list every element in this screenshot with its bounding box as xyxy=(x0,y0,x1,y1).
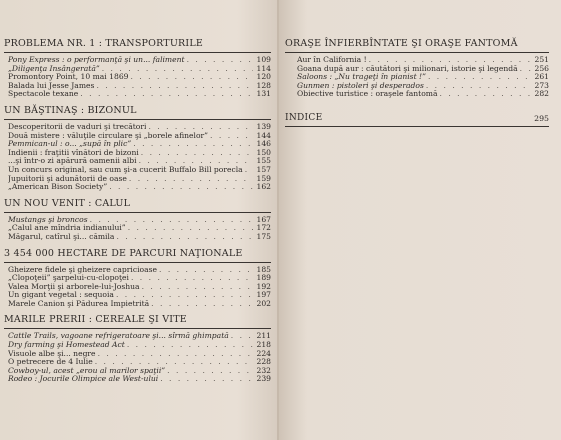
entry-page: 162 xyxy=(256,182,271,192)
entry-text: Pemmican-ul : o... „supă în plic” xyxy=(8,140,132,149)
leader-dots xyxy=(80,90,253,99)
entry-page: 228 xyxy=(256,357,271,367)
toc-section xyxy=(4,38,271,99)
entry-page: 202 xyxy=(256,298,271,308)
entry-page: 256 xyxy=(534,63,549,73)
toc-entry xyxy=(8,123,271,132)
toc-entry xyxy=(8,350,271,359)
toc-section xyxy=(4,248,271,309)
entry-text: Marele Canion şi Pădurea Împietrită xyxy=(8,299,150,308)
left-page xyxy=(0,0,279,440)
entry-text: Saloons : „Nu trageţi în pianist !” xyxy=(297,73,426,82)
entry-page: 239 xyxy=(256,374,271,384)
leader-dots xyxy=(245,166,253,175)
entry-page: 150 xyxy=(256,147,271,157)
leader-dots xyxy=(426,82,531,91)
entry-text: O petrecere de 4 Iulie xyxy=(8,358,93,367)
leader-dots xyxy=(141,149,253,158)
entry-text: ...şi într-o zi apărură oamenii albi xyxy=(8,157,137,166)
entry-page: 172 xyxy=(256,223,271,233)
index-page: 295 xyxy=(534,113,549,123)
toc-entry xyxy=(8,341,271,350)
toc-entry xyxy=(8,375,271,384)
leader-dots xyxy=(160,375,253,384)
entry-text: Pony Express : o performanţă şi un... faliment xyxy=(8,56,185,64)
toc-entry xyxy=(8,224,271,233)
toc-entry xyxy=(8,291,271,300)
leader-dots xyxy=(440,90,532,99)
entry-text: Obiective turistice : oraşele fantomă xyxy=(297,90,438,99)
toc-entry xyxy=(8,157,271,166)
leader-dots xyxy=(142,283,253,292)
entry-text: „American Bison Society” xyxy=(8,183,108,192)
section-title: PROBLEMA NR. 1 : TRANSPORTURILE xyxy=(4,38,203,49)
leader-dots xyxy=(133,140,253,149)
entry-text: Indienii : fraţitii vînători de bizoni xyxy=(8,148,139,157)
leader-dots xyxy=(231,332,253,341)
entry-text: Gheizere fidele şi gheizere capricioase xyxy=(8,265,157,274)
entry-text: „Clopoţeii” şarpelui-cu-clopoţei xyxy=(8,274,129,283)
leader-dots xyxy=(148,123,253,132)
entry-text: Mustangs şi broncos xyxy=(8,215,88,224)
entry-text: Un concurs original, sau cum şi-a cucerit Buffalo Bill porecla xyxy=(8,165,243,174)
entry-page: 139 xyxy=(256,121,271,131)
leader-dots xyxy=(102,65,253,74)
toc-section xyxy=(4,105,271,192)
entry-page: 128 xyxy=(256,80,271,90)
entry-text: Două mistere : văluţile circulare şi „borele afinelor” xyxy=(8,131,209,140)
entry-text: Rodeo : Jocurile Olimpice ale West-ului xyxy=(8,375,159,384)
leader-dots xyxy=(369,56,531,65)
section-rule xyxy=(4,262,271,263)
entry-text: Jupuitorii şi adunătorii de oase xyxy=(8,174,127,183)
index-entry xyxy=(285,113,549,124)
entry-text: Promontory Point, 10 mai 1869 xyxy=(8,73,129,82)
entry-page: 120 xyxy=(256,72,271,82)
leader-dots xyxy=(109,183,253,192)
toc-entry xyxy=(8,300,271,309)
leader-dots xyxy=(159,266,253,275)
leader-dots xyxy=(428,73,531,82)
entry-page: 175 xyxy=(256,231,271,241)
leader-dots xyxy=(96,82,253,91)
entry-text: „Calul ane mîndria indianului” xyxy=(8,224,126,233)
toc-entry xyxy=(8,332,271,341)
toc-section xyxy=(285,38,549,99)
entry-text: Visuole albe şi... negre xyxy=(8,349,96,358)
leader-dots xyxy=(131,274,253,283)
left-toc xyxy=(4,38,271,390)
toc-section xyxy=(4,314,271,384)
toc-entry xyxy=(297,82,549,91)
entry-text: Un gigant vegetal : sequoia xyxy=(8,291,114,300)
toc-section xyxy=(4,198,271,242)
index-label: INDICE xyxy=(285,112,323,123)
toc-entry xyxy=(8,140,271,149)
toc-entry xyxy=(8,65,271,74)
toc-entry xyxy=(8,73,271,82)
leader-dots xyxy=(520,65,531,74)
toc-entry xyxy=(8,132,271,141)
toc-entry xyxy=(297,90,549,99)
section-rule xyxy=(4,212,271,213)
section-rule xyxy=(4,328,271,329)
entry-page: 157 xyxy=(256,164,271,174)
section-rule xyxy=(4,52,271,53)
toc-entry xyxy=(297,56,549,65)
leader-dots xyxy=(139,157,253,166)
section-rule xyxy=(4,119,271,120)
entry-text: Cattle Trails, vagoane refrigeratoare şi... sîrmă ghimpată xyxy=(8,332,229,341)
right-page xyxy=(279,0,561,440)
toc-entry xyxy=(8,358,271,367)
leader-dots xyxy=(128,224,253,233)
toc-entry xyxy=(8,166,271,175)
toc-entry xyxy=(297,65,549,74)
entry-page: 192 xyxy=(256,281,271,291)
leader-dots xyxy=(90,216,253,225)
toc-entry xyxy=(8,90,271,99)
toc-entry xyxy=(8,216,271,225)
leader-dots xyxy=(127,341,253,350)
entry-page: 189 xyxy=(256,273,271,283)
entry-page: 282 xyxy=(534,89,549,99)
toc-entry xyxy=(8,283,271,292)
entry-page: 114 xyxy=(256,63,271,73)
leader-dots xyxy=(130,73,253,82)
leader-dots xyxy=(151,300,253,309)
right-toc xyxy=(285,38,549,127)
toc-entry xyxy=(8,233,271,242)
leader-dots xyxy=(210,132,253,141)
toc-entry xyxy=(8,266,271,275)
entry-page: 144 xyxy=(256,130,271,140)
entry-page: 197 xyxy=(256,290,271,300)
entry-text: „Diligenţa Insângerată” xyxy=(8,64,100,73)
toc-entry xyxy=(8,367,271,376)
entry-text: Măgarul, catîrul şi... cămila xyxy=(8,232,115,241)
entry-text: Descoperitorii de vaduri şi trecători xyxy=(8,122,147,131)
section-title: ORAŞE ÎNFIERBÎNTATE ŞI ORAŞE FANTOMĂ xyxy=(285,38,518,49)
toc-entry xyxy=(8,274,271,283)
leader-dots xyxy=(187,56,253,65)
toc-entry xyxy=(8,82,271,91)
toc-entry xyxy=(8,175,271,184)
entry-page: 185 xyxy=(256,264,271,274)
entry-text: Spectacole texane xyxy=(8,90,79,99)
entry-page: 232 xyxy=(256,365,271,375)
entry-text: Balada lui Jesse James xyxy=(8,81,95,90)
entry-page: 131 xyxy=(256,89,271,99)
entry-text: Cowboy-ul, acest „erou al marilor spaţii” xyxy=(8,366,166,375)
leader-dots xyxy=(116,291,253,300)
entry-text: Goana după aur : căutători şi milionari, istorie şi legendă xyxy=(297,64,518,73)
entry-text: Dry farming şi Homestead Act xyxy=(8,341,125,350)
entry-text: Valea Morţii şi arborele-lui-Joshua xyxy=(8,282,140,291)
leader-dots xyxy=(116,233,253,242)
section-title: 3 454 000 HECTARE DE PARCURI NAŢIONALE xyxy=(4,247,243,259)
entry-page: 146 xyxy=(256,139,271,149)
entry-page: 211 xyxy=(256,331,271,341)
toc-entry xyxy=(8,149,271,158)
entry-page: 109 xyxy=(256,55,271,64)
entry-page: 167 xyxy=(256,214,271,224)
entry-page: 159 xyxy=(256,173,271,183)
leader-dots xyxy=(129,175,253,184)
entry-page: 155 xyxy=(256,156,271,166)
entry-page: 251 xyxy=(534,55,549,64)
leader-dots xyxy=(98,350,253,359)
leader-dots xyxy=(167,367,253,376)
index-rule xyxy=(285,126,549,127)
section-title: UN NOU VENIT : CALUL xyxy=(4,197,131,209)
entry-page: 261 xyxy=(534,72,549,82)
toc-entry xyxy=(8,183,271,192)
entry-page: 224 xyxy=(256,348,271,358)
leader-dots xyxy=(95,358,253,367)
entry-page: 218 xyxy=(256,340,271,350)
entry-page: 273 xyxy=(534,80,549,90)
toc-entry xyxy=(297,73,549,82)
section-title: UN BĂŞTINAŞ : BIZONUL xyxy=(4,104,137,116)
entry-text: Aur în California ! xyxy=(297,56,367,64)
section-rule xyxy=(285,52,549,53)
toc-entry xyxy=(8,56,271,65)
section-title: MARILE PRERII : CEREALE ŞI VITE xyxy=(4,314,187,326)
entry-text: Gunmen : pistoleri şi desperados xyxy=(297,81,424,90)
